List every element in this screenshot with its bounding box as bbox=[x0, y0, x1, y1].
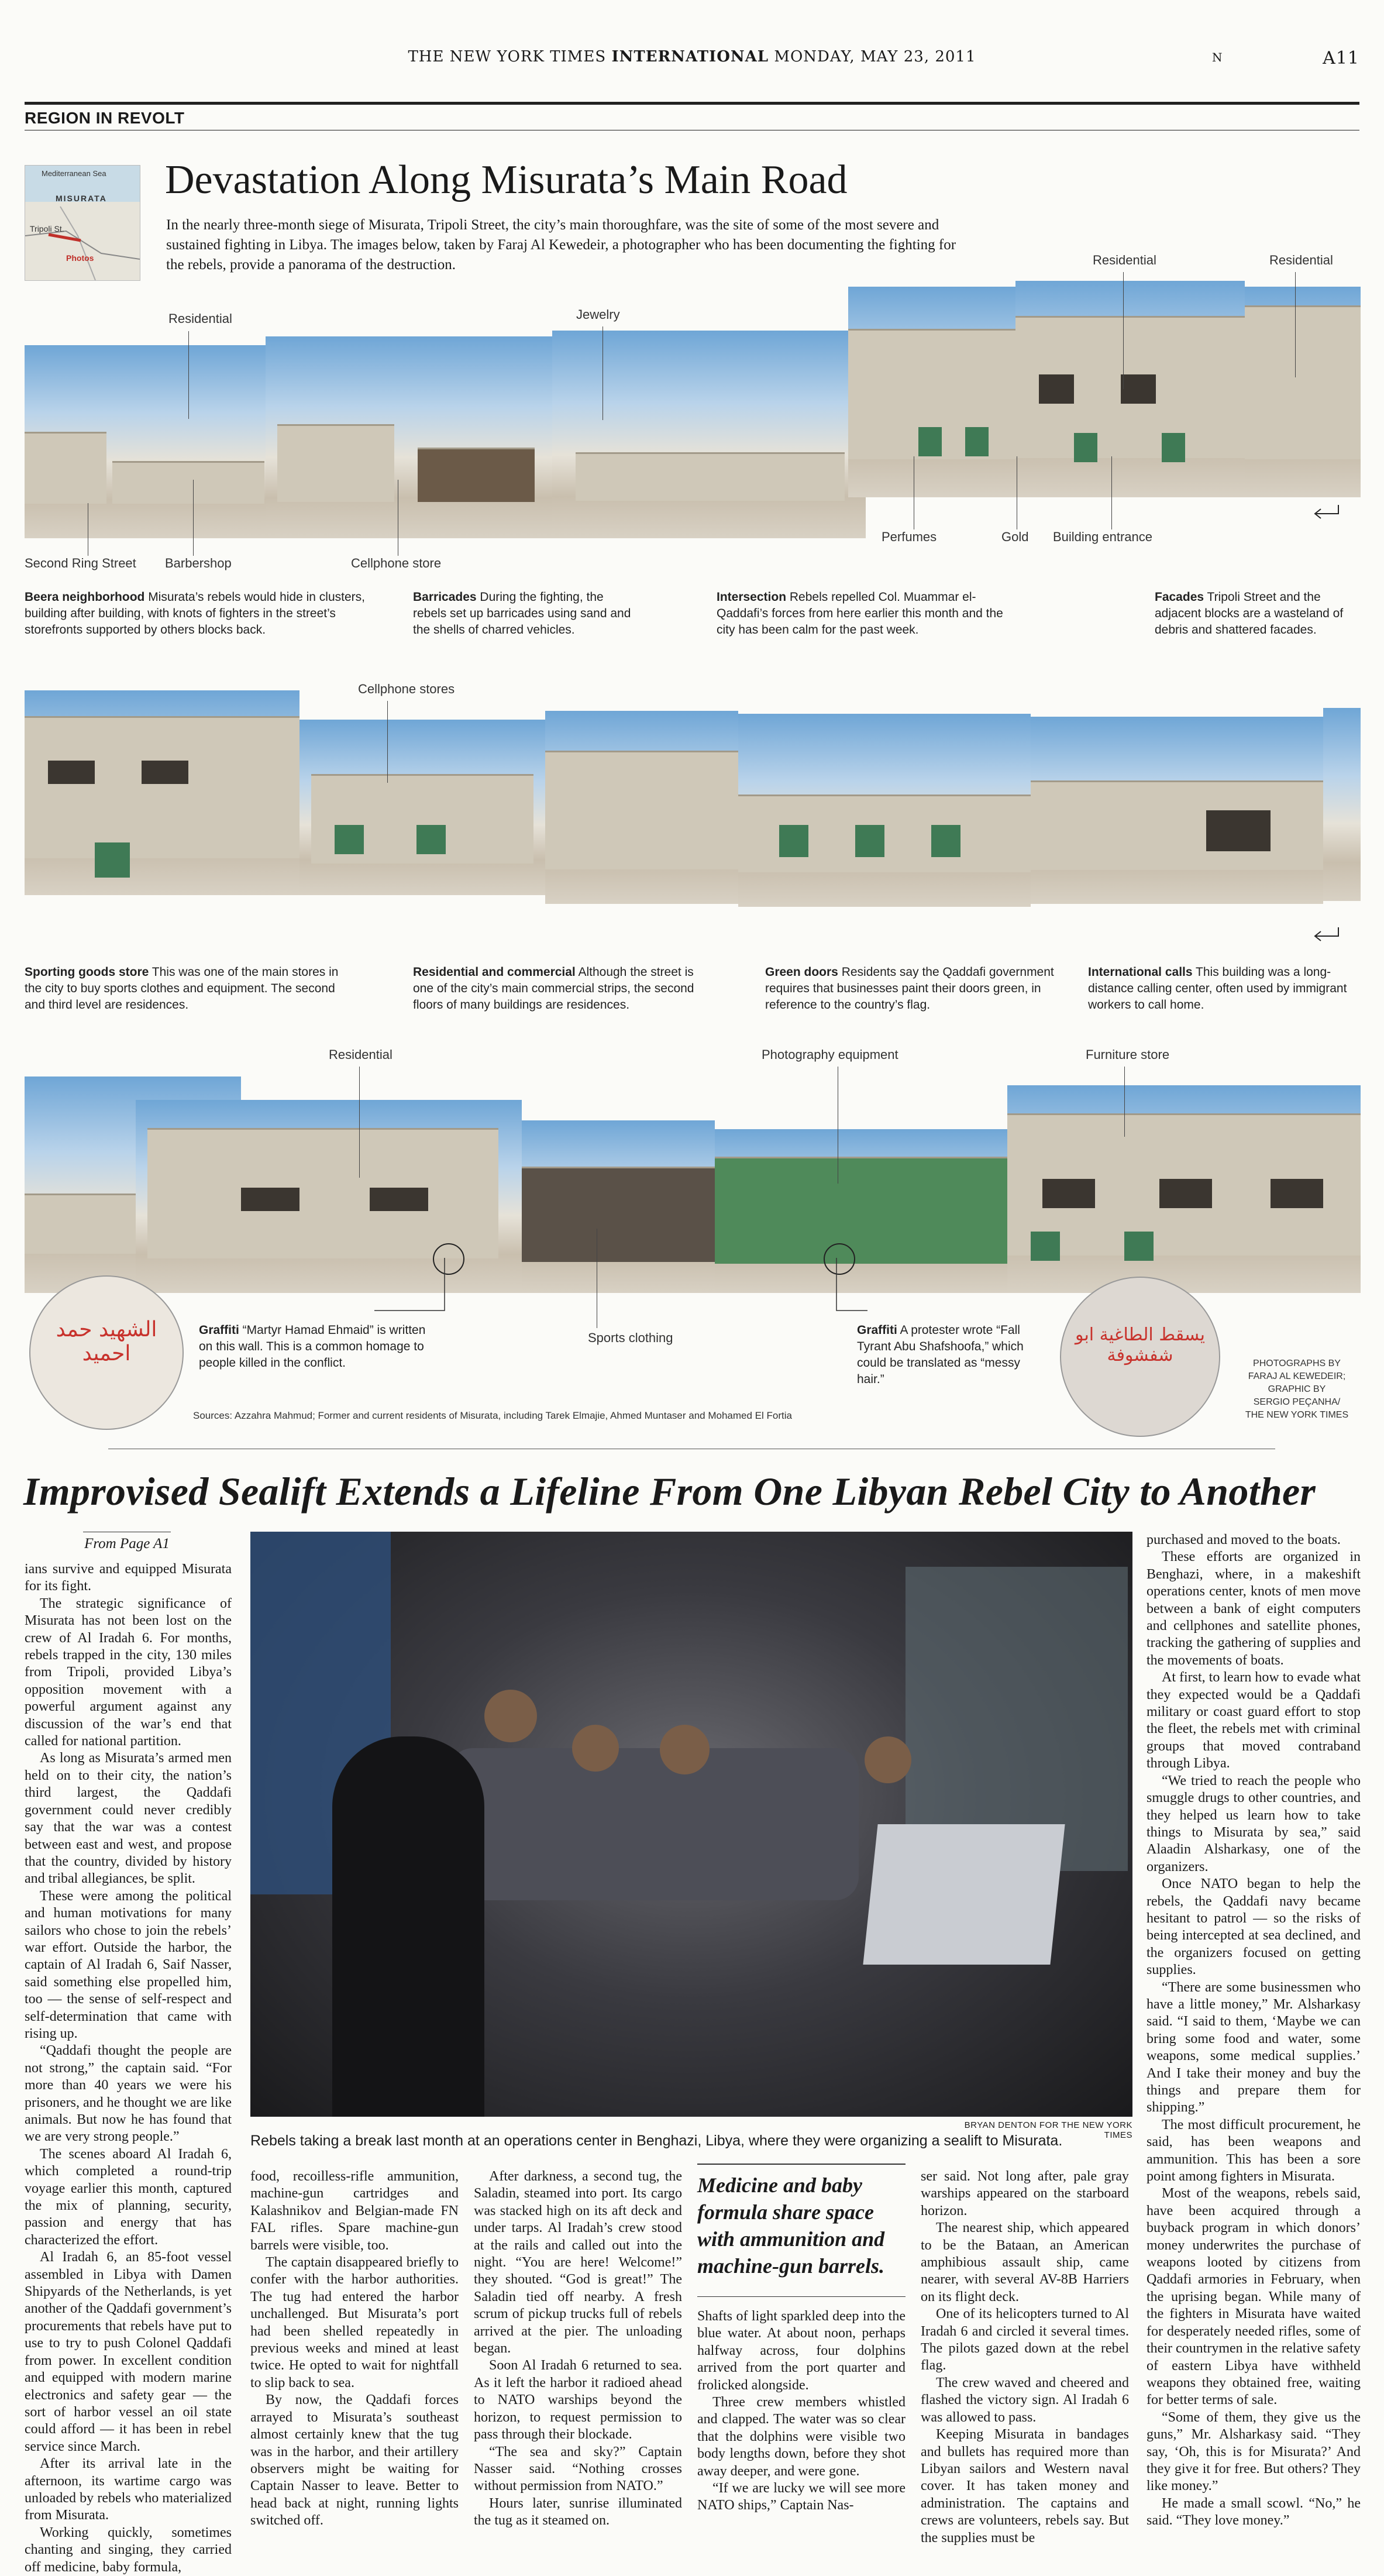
caption-facades: Facades Tripoli Street and the adjacent blocks are a wasteland of debris and shattered facades. bbox=[1155, 590, 1344, 637]
paper-name: THE NEW YORK TIMES bbox=[408, 48, 607, 66]
caption-beera: Beera neighborhood Misurata’s rebels would hide in clusters, building after building, with knots of fighters in the street’s storefronts supported by others blocks back. bbox=[25, 590, 365, 637]
row1-tag-barbershop: Barbershop bbox=[165, 556, 232, 570]
photos-label: Photos bbox=[66, 253, 94, 263]
row1-tag-gold: Gold bbox=[1001, 529, 1029, 544]
caption-green-doors: Green doors Residents say the Qaddafi government requires that businesses paint their doors green, in reference to the country’s flag. bbox=[765, 965, 1054, 1012]
feature-headline: Devastation Along Misurata’s Main Road bbox=[165, 157, 848, 202]
caption-sporting-goods: Sporting goods store This was one of the main stores in the city to buy sports clothes and equipment. The second and third level are residences. bbox=[25, 965, 339, 1012]
caption-international-calls: International calls This building was a long-distance calling center, often used by immigrant workers to call home. bbox=[1088, 965, 1347, 1012]
panorama-photo bbox=[848, 287, 1015, 497]
article-column-2: food, recoilless-rifle ammunition, machine-gun cartridges and Kalashnikov and Belgian-made FN FAL rifles. Spare machine-gun barrels were visible, too. The captain disappeared briefly to confer with the harbor authorities. The tug had entered the harbor unchallenged. But Misurata’s port had been shelled repeatedly in previous weeks and mined at least twice. He opted to wait for nightfall to slip back to sea. By now, the Qaddafi forces arrayed to Misurata’s southeast almost certainly knew that the tug was in the harbor, and their artillery observers might be waiting for Captain Nasser to leave. Better to head back at night, running lights switched off. bbox=[250, 2169, 459, 2529]
section-name: INTERNATIONAL bbox=[611, 48, 769, 66]
row1-tag-building-entrance: Building entrance bbox=[1053, 529, 1153, 544]
issue-date: MONDAY, MAY 23, 2011 bbox=[774, 48, 976, 66]
from-page-label: From Page A1 bbox=[84, 1536, 170, 1552]
caption-graffiti-1: Graffiti “Martyr Hamad Ehmaid” is written on this wall. This is a common homage to people killed in the conflict. bbox=[199, 1323, 426, 1370]
row3-tag-residential: Residential bbox=[329, 1047, 393, 1062]
panorama-photo bbox=[136, 1100, 522, 1293]
panorama-photo bbox=[545, 711, 738, 904]
feature-deck: In the nearly three-month siege of Misurata, Tripoli Street, the city’s main thoroughfare, was the site of some of the most severe and sustained fighting in Libya. The images below, taken by Faraj Al Kewedeir, a photographer who has been documenting the fighting for the rebels, provide a panorama of the destruction. bbox=[166, 217, 956, 273]
panorama-photo bbox=[1007, 1085, 1361, 1293]
graphic-credit: PHOTOGRAPHS BY FARAJ AL KEWEDEIR; GRAPHIC BY SERGIO PEÇANHA/ THE NEW YORK TIMES bbox=[1245, 1358, 1349, 1420]
row1-tag-jewelry: Jewelry bbox=[576, 307, 620, 322]
graffiti-closeup-1: الشهيد حمد احميد bbox=[29, 1275, 184, 1430]
row1-tag-residential: Residential bbox=[1093, 253, 1156, 267]
article-column-6: purchased and moved to the boats. These efforts are organized in Benghazi, where, in a makeshift operations center, knots of men move between a bank of eight computers and cellphones and satellite phones, tracking the gathering of supplies and the movements of boats. At first, to learn how to evade what they expected would be a Qaddafi military or coast guard effort to stop the fleet, the rebels met with criminal groups that moved contraband through Libya. “We tried to reach the people who smuggle drugs to other countries, and they helped us learn how to take things to Misurata by sea,” said Alaadin Alsharkasy, one of the organizers. Once NATO began to help the rebels, the Qaddafi navy became hesitant to patrol — so the risks of being intercepted at sea declined, and the organizers focused on getting supplies. “There are some businessmen who have a little money,” Mr. Alsharkasy said. “I said to them, ‘Maybe we can bring some food and water, some weapons, some medical supplies.’ And I take their money and buy the things and prepare them for shipping.” The most difficult procurement, he said, has been weapons and ammunition. This has been a sore point among fighters in Misurata. Most of the weapons, rebels said, have been acquired through a buyback program in which donors’ money underwrites the purchase of weapons looted by citizens from Qaddafi armories in February, when the uprising began. While many of the fighters in Misurata have waited for desperately needed rifles, some of their countrymen in the relative safety of eastern Libya have withheld weapons they obtained free, waiting for better terms of sale. “Some of them, they give us the guns,” Mr. Alsharkasy said. “They say, ‘Oh, this is for Misurata?’ And they give it for free. But others? They like money.” He made a small scowl. “No,” he said. “They love money.” bbox=[1147, 1532, 1361, 2529]
row2-tag-cellphone-stores: Cellphone stores bbox=[358, 682, 455, 696]
panorama-photo bbox=[1031, 717, 1323, 904]
article-column-3: After darkness, a second tug, the Saladin, steamed into port. Its cargo was stacked high on its aft deck and under tarps. Al Iradah’s crew stood at the rails and called out into the night. “You are here! Welcome!” they shouted. “God is great!” The Saladin tied off nearby. A fresh scrum of pickup trucks full of rebels arrived at the pier. The unloading began. Soon Al Iradah 6 returned to sea. As it left the harbor it radioed ahead to NATO warships beyond the horizon, to request permission to pass through their blockade. “The sea and sky?” Captain Nasser said. “Nothing crosses without permission from NATO.” Hours later, sunrise illuminated the tug as it steamed on. bbox=[474, 2169, 682, 2529]
row1-tag-residential: Residential bbox=[168, 311, 232, 326]
row1-tag-cellphone: Cellphone store bbox=[351, 556, 442, 570]
article-column-5: ser said. Not long after, pale gray warships appeared on the starboard horizon. The nearest ship, which appeared to be the Bataan, an American amphibious assault ship, came nearer, with several AV-8B Harriers on its flight deck. One of its helicopters turned to Al Iradah 6 and circled it several times. The pilots gazed down at the rebel flag. The crew waved and cheered and flashed the victory sign. Al Iradah 6 was allowed to pass. Keeping Misurata in bandages and bullets has required more than Libyan sailors and Western naval cover. It has taken money and administration. The captains and crews are volunteers, rebels say. But the supplies must be bbox=[921, 2169, 1129, 2546]
masthead bbox=[25, 48, 1359, 71]
caption-intersection: Intersection Rebels repelled Col. Muammar el-Qaddafi’s forces from here earlier this month and the city has been calm for the past week. bbox=[717, 590, 1003, 637]
article-photo bbox=[250, 1532, 1132, 2117]
panorama-photo bbox=[266, 336, 552, 538]
row3-tag-furniture: Furniture store bbox=[1086, 1047, 1170, 1062]
article-column-1: ians survive and equipped Misurata for its fight. The strategic significance of Misurata has not been lost on the crew of Al Iradah 6. For months, rebels trapped in the city, 130 miles from Tripoli, provided Libya’s opposition movement with a powerful argument against any discussion of the war’s end that called for national partition. As long as Misurata’s armed men held on to their city, the nation’s third largest, the Qaddafi government could never credibly say that the war was a contest between east and west, and propose that the country, divided by history and tribal allegiances, be split. These were among the political and human motivations for many sailors who chose to join the rebels’ war effort. Outside the harbor, the captain of Al Iradah 6, Saif Nasser, said something else propelled him, too — the sense of self-respect and self-determination that came with rising up. “Qaddafi thought the people are not strong,” the captain said. “For more than 40 years we were his prisoners, and he thought we are like animals. But now he has found that we are very strong people.” The scenes aboard Al Iradah 6, which completed a round-trip voyage earlier this month, captured the mix of planning, security, passion and energy that has characterized the effort. Al Iradah 6, an 85-foot vessel assembled in Libya with Damen Shipyards of the Netherlands, is yet another of the Qaddafi government’s procurements that rebels have put to use to try to push Colonel Qaddafi from power. In excellent condition and equipped with modern marine electronics and safety gear — the sort of harbor vessel an oil state could afford — it has been in rebel service since March. After its arrival late in the afternoon, its wartime cargo was unloaded by rebels who materialized from Misurata. Working quickly, sometimes chanting and singing, they carried off medicine, baby formula, bbox=[25, 1562, 232, 2575]
photo-caption: Rebels taking a break last month at an operations center in Benghazi, Libya, where they were organizing a sealift to Misurata. bbox=[250, 2133, 1063, 2149]
sources-line: Sources: Azzahra Mahmud; Former and current residents of Misurata, including Tarek Elmajie, Ahmed Muntaser and Mohamed El Fortia bbox=[193, 1410, 792, 1421]
panorama-photo bbox=[25, 345, 266, 538]
caption-barricades: Barricades During the fighting, the rebels set up barricades using sand and the shells of charred vehicles. bbox=[413, 590, 631, 637]
continue-arrow-icon bbox=[1309, 502, 1344, 520]
tag-leader bbox=[1123, 272, 1124, 389]
tag-leader bbox=[188, 331, 189, 419]
photo-credit: BRYAN DENTON FOR THE NEW YORK TIMES bbox=[964, 2120, 1132, 2140]
graffiti-leader bbox=[824, 1258, 870, 1328]
page-number: A11 bbox=[1323, 48, 1359, 68]
tag-leader bbox=[1111, 456, 1112, 529]
map-roads bbox=[25, 166, 140, 280]
tag-leader bbox=[359, 1067, 360, 1178]
panorama-photo bbox=[25, 690, 299, 895]
panorama-photo bbox=[552, 331, 866, 538]
top-rule bbox=[25, 102, 1359, 105]
graffiti-leader bbox=[374, 1258, 456, 1328]
row3-tag-photography: Photography equipment bbox=[762, 1047, 898, 1062]
continue-arrow-icon bbox=[1309, 924, 1344, 942]
tag-leader bbox=[387, 701, 388, 783]
panorama-photo bbox=[738, 714, 1031, 907]
city-label: MISURATA bbox=[56, 194, 107, 203]
panorama-photo bbox=[522, 1120, 715, 1293]
panorama-photo bbox=[1323, 708, 1361, 901]
pullquote-rule bbox=[697, 2164, 906, 2165]
sea-label: Mediterranean Sea bbox=[42, 169, 106, 178]
row1-tag-perfumes: Perfumes bbox=[882, 529, 937, 544]
row3-tag-sports-clothing: Sports clothing bbox=[588, 1330, 673, 1345]
street-label: Tripoli St. bbox=[30, 224, 64, 233]
tag-leader bbox=[1124, 1067, 1125, 1137]
graffiti-closeup-2: يسقط الطاغية ابو شفشوفة bbox=[1060, 1277, 1220, 1437]
locator-map bbox=[25, 165, 140, 281]
tag-leader bbox=[1295, 272, 1296, 377]
row1-tag-second-ring: Second Ring Street bbox=[25, 556, 136, 570]
article-column-4: Shafts of light sparkled deep into the blue water. At about noon, perhaps halfway across, four dolphins arrived from the port quarter and frolicked alongside. Three crew members whistled and clapped. The water was so clear that the dolphins were visible two body lengths down, before they shot away deeper, and were gone. “If we are lucky we will see more NATO ships,” Captain Nas- bbox=[697, 2309, 906, 2513]
caption-residential-commercial: Residential and commercial Although the street is one of the city’s main commercial strips, the second floors of many buildings are residences. bbox=[413, 965, 694, 1012]
pull-quote: Medicine and baby formula share space with ammunition and machine-gun barrels. bbox=[697, 2173, 885, 2278]
edition-mark: N bbox=[1212, 50, 1223, 64]
article-headline: Improvised Sealift Extends a Lifeline From One Libyan Rebel City to Another bbox=[23, 1469, 1316, 1514]
panorama-photo bbox=[299, 720, 545, 895]
row1-tag-residential: Residential bbox=[1269, 253, 1333, 267]
panorama-photo bbox=[1245, 287, 1361, 497]
caption-graffiti-2: Graffiti A protester wrote “Fall Tyrant Abu Shafshoofa,” which could be translated as “messy hair.” bbox=[857, 1323, 1024, 1386]
region-label: REGION IN REVOLT bbox=[25, 109, 185, 127]
tag-leader bbox=[193, 480, 194, 556]
pullquote-rule bbox=[697, 2296, 906, 2297]
panorama-photo bbox=[1015, 281, 1245, 497]
